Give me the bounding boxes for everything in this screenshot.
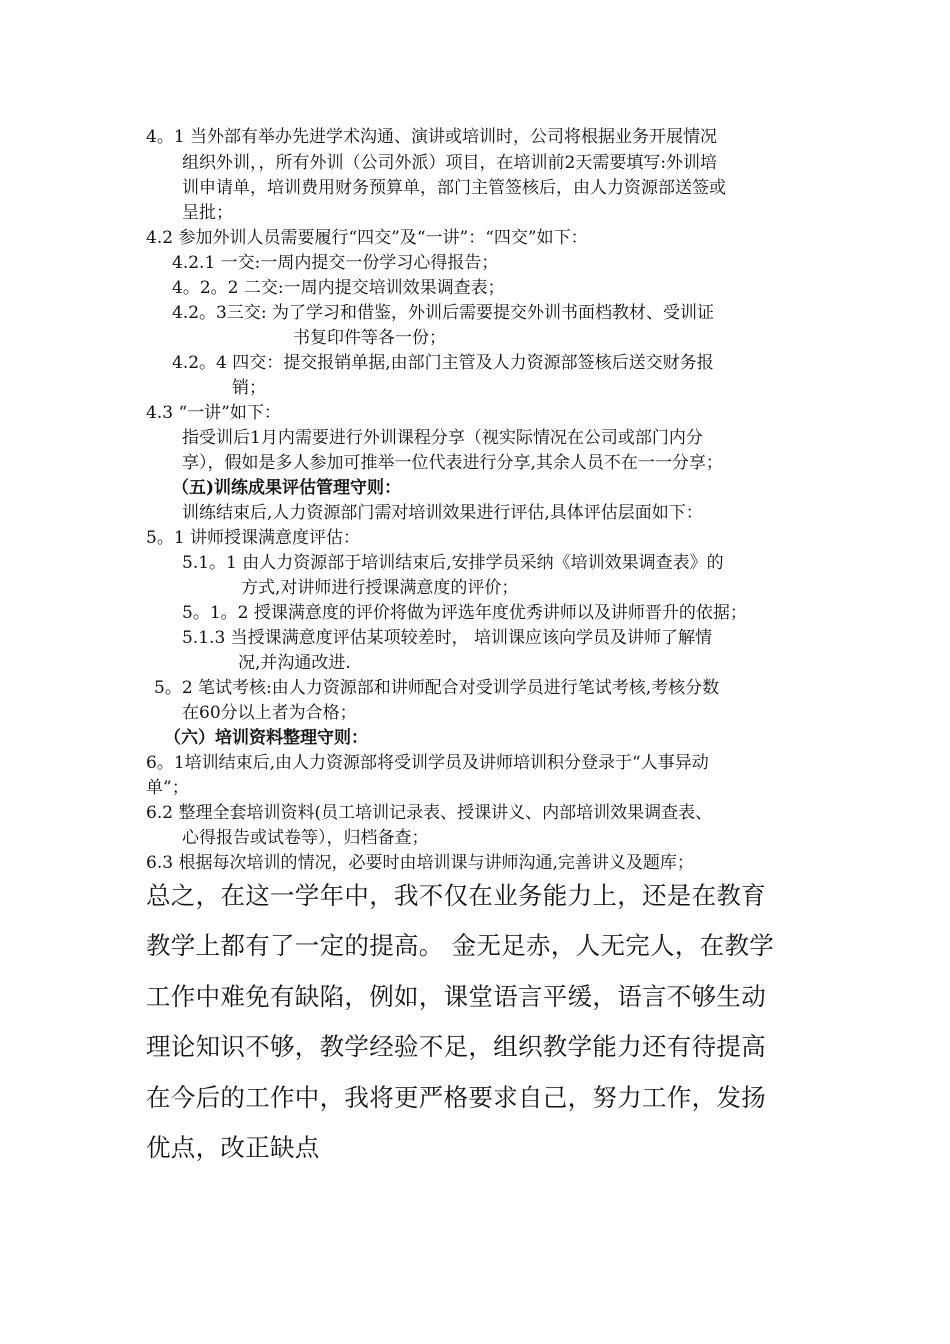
text-line: 5。2 笔试考核:由人力资源部和讲师配合对受训学员进行笔试考核,考核分数 [154, 678, 720, 698]
text-line: 6.2 整理全套培训资料(员工培训记录表、授课讲义、内部培训效果调查表、 [146, 803, 713, 823]
text-line: 4。2。2 二交:一周内提交培训效果调查表； [172, 278, 505, 298]
text-line: 4.2。3三交: 为了学习和借鉴，外训后需要提交外训书面档教材、受训证 [172, 303, 714, 323]
text-line: 6.3 根据每次培训的情况，必要时由培训课与讲师沟通,完善讲义及题库； [146, 853, 694, 873]
text-line: 心得报告或试卷等），归档备查； [182, 828, 429, 848]
text-line: 4.2。4 四交：提交报销单据,由部门主管及人力资源部签核后送交财务报 [172, 353, 714, 373]
text-line: 况,并沟通改进. [238, 653, 351, 673]
text-line: 4.3 “一讲”如下： [146, 403, 281, 423]
text-line: 书复印件等各一份； [293, 328, 446, 348]
text-line: 在60分以上者为合格； [182, 703, 357, 723]
section-heading: （五)训练成果评估管理守则： [172, 478, 402, 498]
text-line: 呈批； [182, 203, 233, 223]
text-line: 4。1 当外部有举办先进学术沟通、演讲或培训时，公司将根据业务开展情况 [146, 127, 718, 147]
text-line: 方式,对讲师进行授课满意度的评价； [241, 578, 519, 598]
summary-line: 理论知识不够，教学经验不足，组织教学能力还有待提高 [146, 1032, 766, 1061]
text-line: 组织外训，，所有外训（公司外派）项目，在培训前2天需要填写:外训培 [182, 153, 718, 173]
section-heading: （六）培训资料整理守则： [164, 728, 368, 748]
text-line: 5.1。1 由人力资源部于培训结束后,安排学员采纳《培训效果调查表》的 [182, 553, 724, 573]
summary-line: 工作中难免有缺陷，例如，课堂语言平缓，语言不够生动 [146, 982, 766, 1011]
text-line: 训练结束后,人力资源部门需对培训效果进行评估,具体评估层面如下： [182, 503, 703, 523]
summary-line: 优点，改正缺点 [146, 1133, 320, 1162]
text-line: 4.2.1 一交:一周内提交一份学习心得报告； [172, 253, 499, 273]
text-line: 5。1。2 授课满意度的评价将做为评选年度优秀讲师以及讲师晋升的依据； [182, 603, 747, 623]
text-line: 享），假如是多人参加可推举一位代表进行分享,其余人员不在一一分享； [182, 453, 723, 473]
summary-line: 总之，在这一学年中，我不仅在业务能力上，还是在教育 [146, 881, 766, 910]
text-line: 销； [232, 378, 266, 398]
summary-line: 教学上都有了一定的提高。 金无足赤，人无完人，在教学 [146, 931, 775, 960]
text-line: 5.1.3 当授课满意度评估某项较差时， 培训课应该向学员及讲师了解情 [182, 628, 713, 648]
text-line: 6。1培训结束后,由人力资源部将受训学员及讲师培训积分登录于“人事异动 [146, 753, 709, 773]
text-line: 5。1 讲师授课满意度评估： [146, 528, 361, 548]
text-line: 单”； [146, 778, 189, 798]
text-line: 指受训后1月内需要进行外训课程分享（视实际情况在公司或部门内分 [182, 428, 703, 448]
text-line: 训申请单，培训费用财务预算单，部门主管签核后，由人力资源部送签或 [182, 178, 726, 198]
text-line: 4.2 参加外训人员需要履行“四交”及“一讲”：“四交”如下： [146, 228, 588, 248]
summary-line: 在今后的工作中，我将更严格要求自己，努力工作，发扬 [146, 1083, 766, 1112]
